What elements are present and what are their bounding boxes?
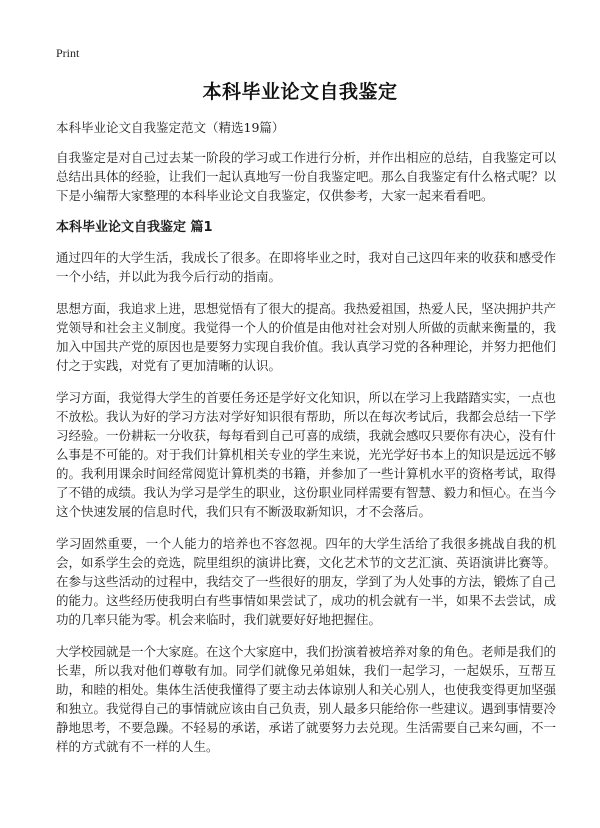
page-title: 本科毕业论文自我鉴定 [202,81,398,103]
body-paragraph: 学习方面，我觉得大学生的首要任务还是学好文化知识，所以在学习上我踏踏实实，一点也不放松。我认为好的学习方法对学好知识很有帮助，所以在每次考试后，我都会总结一下学习经验。一份耕耘一分收获，每每看到自己可喜的成绩，我就会感叹只要你有决心，没有什么事是不可能的。对于我们计算机相关专业的学生来说，光光学好书本上的知识是远远不够的。我利用课余时间经常阅览计算机类的书籍，并参加了一些计算机水平的资格考试，取得了不错的成绩。我认为学习是学生的职业，这份职业同样需要有智慧、毅力和恒心。在当今这个快速发展的信息时代，我们只有不断汲取新知识，才不会落后。 [56,390,557,519]
document-body [56,118,556,769]
print-link[interactable]: Print [56,46,80,60]
intro-paragraph: 自我鉴定是对自己过去某一阶段的学习或工作进行分析，并作出相应的总结，自我鉴定可以总结出具体的经验，让我们一起认真地写一份自我鉴定吧。那么自我鉴定有什么格式呢？以下是小编帮大家整理的本科毕业论文自我鉴定，仅供参考，大家一起来看看吧。 [56,150,557,203]
body-paragraph: 学习固然重要，一个人能力的培养也不容忽视。四年的大学生活给了我很多挑战自我的机会，如系学生会的竞选，院里组织的演讲比赛，文化艺术节的文艺汇演、英语演讲比赛等。在参与这些活动的过程中，我结交了一些很好的朋友，学到了为人处事的方法，锻炼了自己的能力。这些经历使我明白有些事情如果尝试了，成功的机会就有一半，如果不去尝试，成功的几率只能为零。机会来临时，我们就要好好地把握住。 [56,536,557,627]
document-subtitle: 本科毕业论文自我鉴定范文（精选19篇） [56,120,285,135]
body-paragraph: 大学校园就是一个大家庭。在这个大家庭中，我们扮演着被培养对象的角色。老师是我们的长辈，所以我对他们尊敬有加。同学们就像兄弟姐妹，我们一起学习，一起娱乐，互帮互助，和睦的相处。集体生活使我懂得了要主动去体谅别人和关心别人，也使我变得更加坚强和独立。我觉得自己的事情就应该由自己负责，别人最多只能给你一些建议。遇到事情要冷静地思考，不要急躁。不轻易的承诺，承诺了就要努力去兑现。生活需要自己来勾画，不一样的方式就有不一样的人生。 [56,644,557,754]
body-paragraph: 思想方面，我追求上进，思想觉悟有了很大的提高。我热爱祖国，热爱人民，坚决拥护共产党领导和社会主义制度。我觉得一个人的价值是由他对社会对别人所做的贡献来衡量的，我加入中国共产党的原因也是要努力实现自我价值。我认真学习党的各种理论，并努力把他们付之于实践，对党有了更加清晰的认识。 [56,301,557,373]
section-heading: 本科毕业论文自我鉴定 篇1 [56,220,213,235]
body-paragraph: 通过四年的大学生活，我成长了很多。在即将毕业之时，我对自己这四年来的收获和感受作一个小结，并以此为我今后行动的指南。 [56,250,557,284]
